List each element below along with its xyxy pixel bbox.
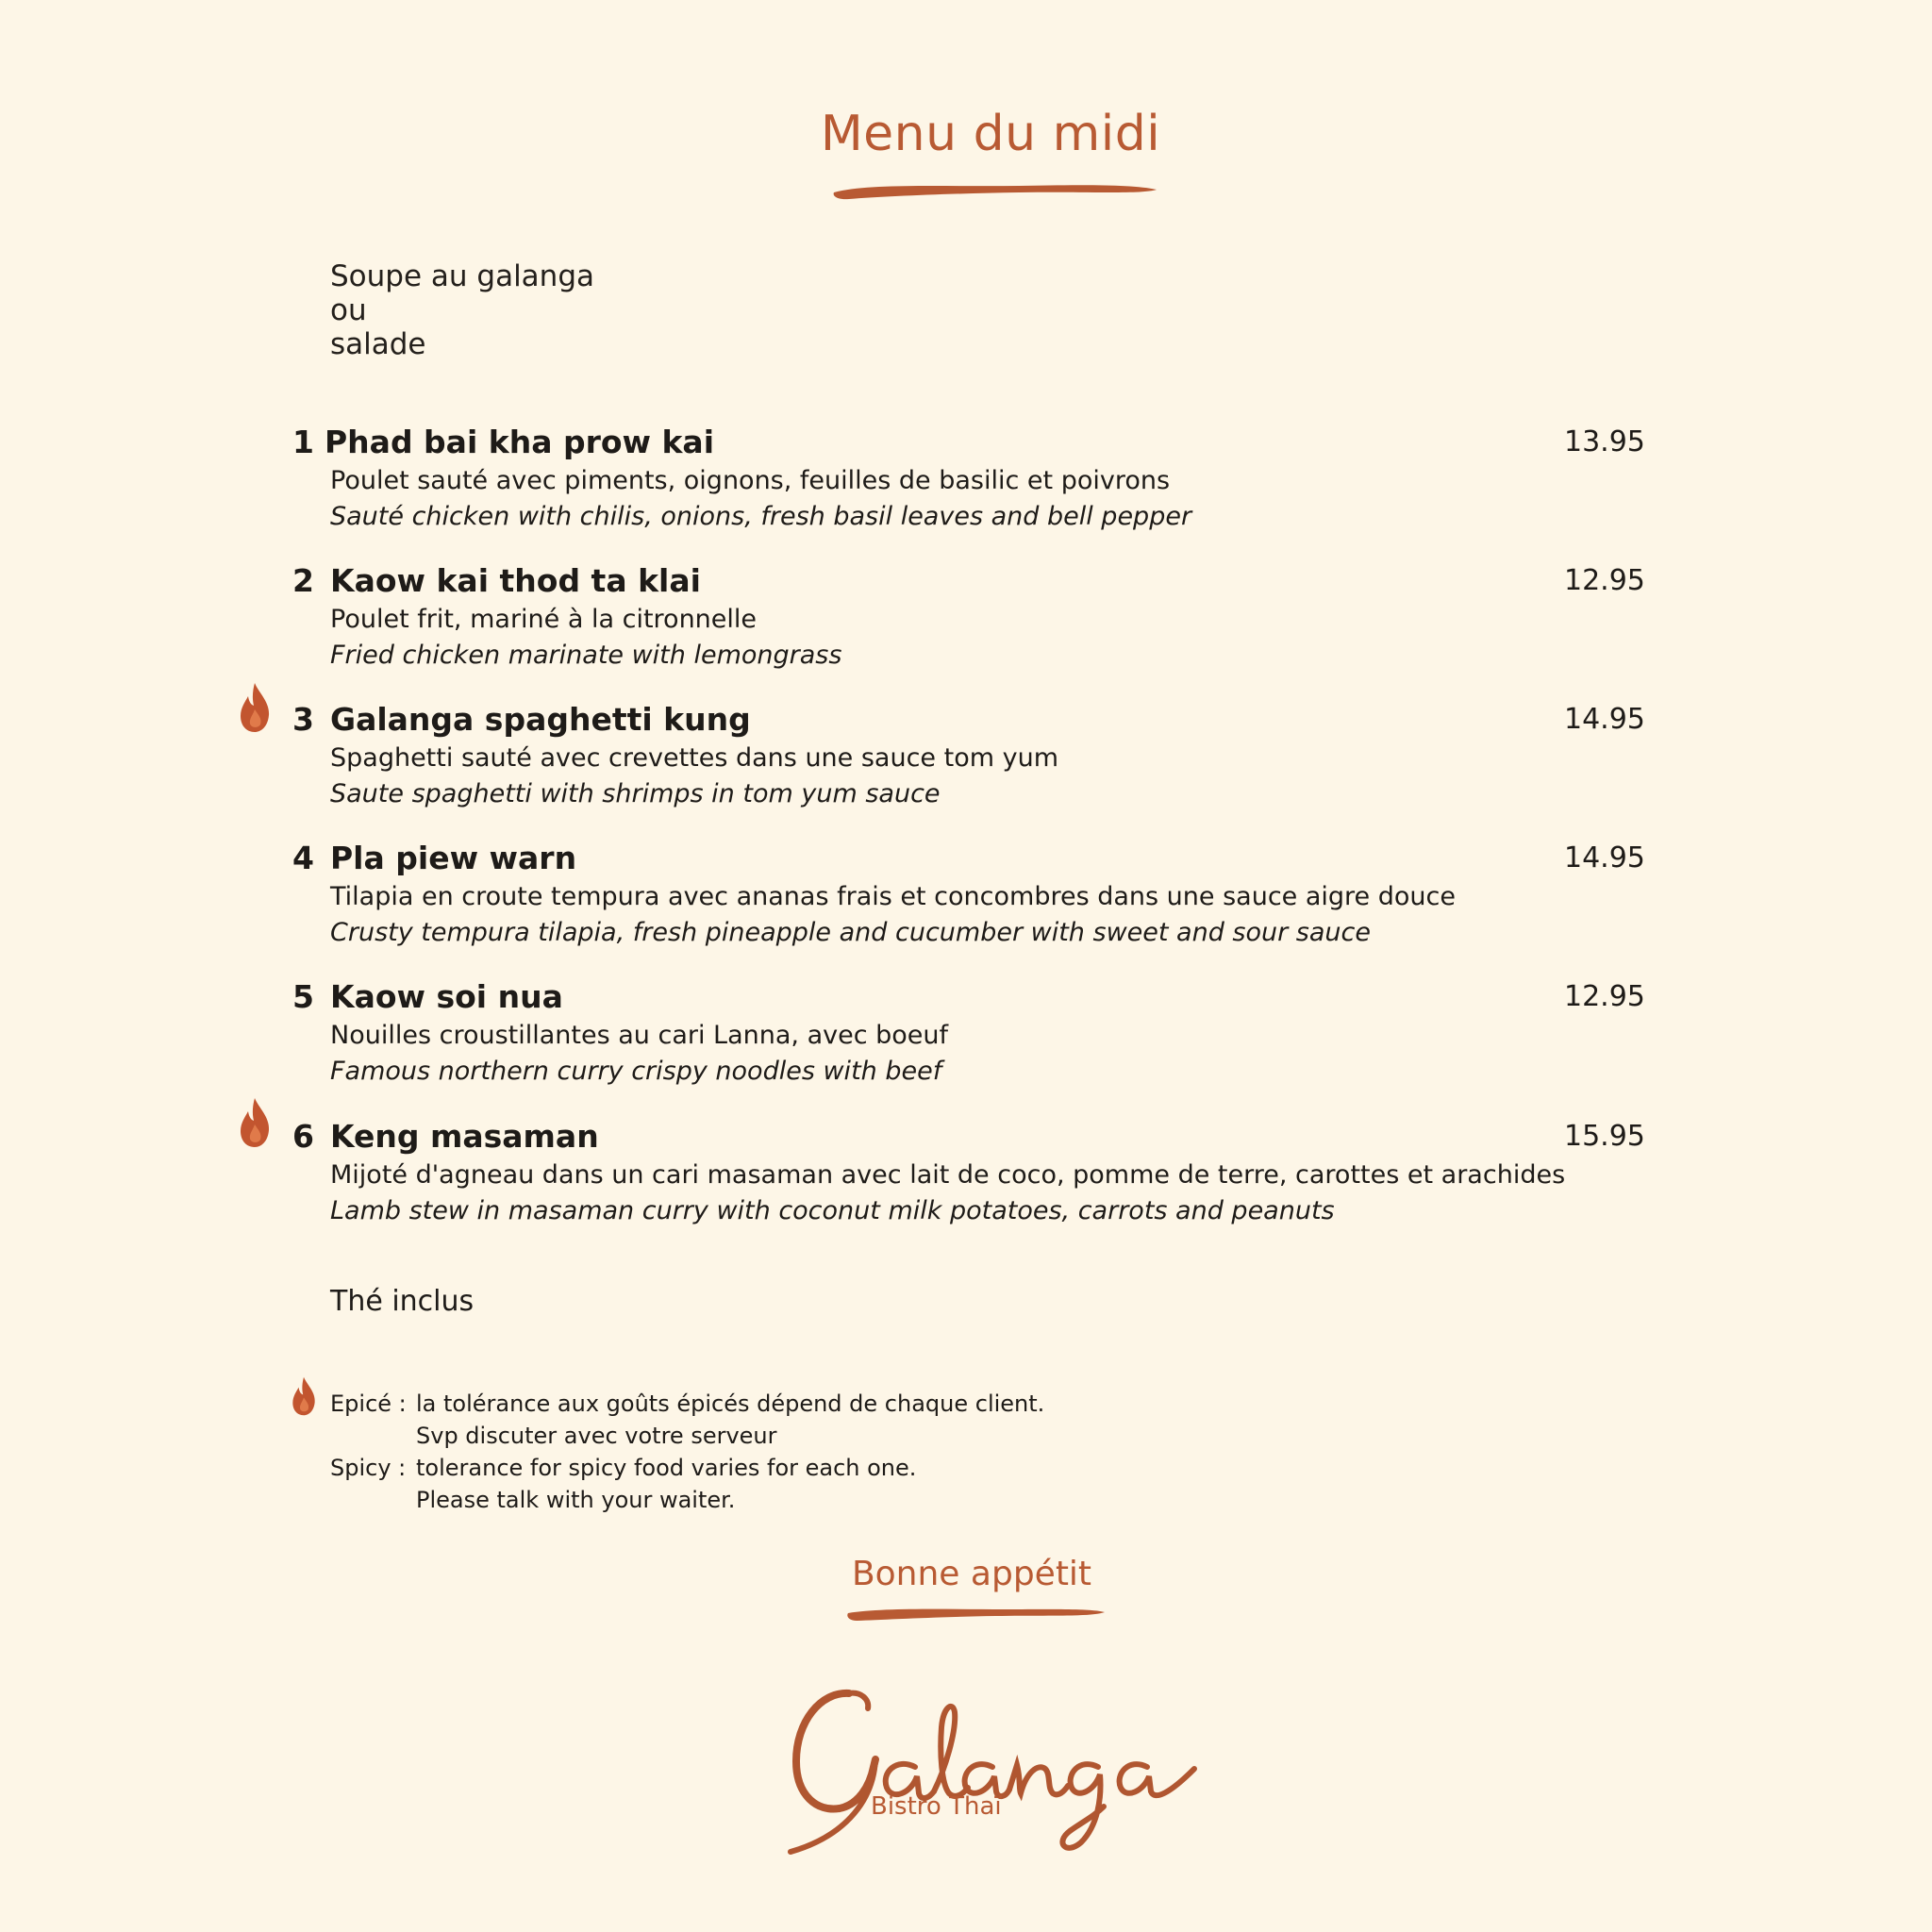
item-number: 6 (292, 1118, 314, 1155)
brand-tagline: Bistro Thaï (871, 1792, 1002, 1821)
item-price: 13.95 (1564, 425, 1645, 458)
item-price: 12.95 (1564, 980, 1645, 1013)
item-description-fr: Nouilles croustillantes au cari Lanna, avec boeuf (330, 1021, 949, 1050)
title-underline (830, 179, 1160, 204)
starter-salad: salade (330, 327, 426, 361)
item-price: 14.95 (1564, 841, 1645, 874)
tea-included: Thé inclus (330, 1285, 475, 1318)
flame-icon (291, 1375, 317, 1417)
flame-icon (238, 1096, 272, 1149)
item-name: Phad bai kha prow kai (325, 424, 715, 460)
item-description-en: Famous northern curry crispy noodles with beef (330, 1057, 942, 1086)
item-price: 14.95 (1564, 703, 1645, 736)
galanga-logo-script (783, 1674, 1198, 1863)
item-description-fr: Tilapia en croute tempura avec ananas frais et concombres dans une sauce aigre douce (330, 882, 1456, 911)
spicy-note-en-line1: tolerance for spicy food varies for each one. (416, 1455, 917, 1481)
item-description-en: Fried chicken marinate with lemongrass (330, 641, 842, 670)
item-name: Pla piew warn (330, 840, 577, 876)
starter-soup: Soupe au galanga (330, 259, 594, 293)
item-name: Kaow kai thod ta klai (330, 562, 701, 599)
closing-underline (844, 1604, 1108, 1624)
item-description-fr: Poulet sauté avec piments, oignons, feuilles de basilic et poivrons (330, 466, 1171, 495)
item-price: 12.95 (1564, 564, 1645, 597)
item-name: Galanga spaghetti kung (330, 701, 751, 738)
spicy-note-label-fr: Epicé : (330, 1391, 407, 1417)
item-description-fr: Poulet frit, mariné à la citronnelle (330, 605, 758, 634)
starter-options (330, 259, 594, 361)
item-description-fr: Spaghetti sauté avec crevettes dans une sauce tom yum (330, 743, 1059, 773)
item-description-en: Saute spaghetti with shrimps in tom yum sauce (330, 779, 941, 808)
starter-or: ou (330, 293, 367, 327)
item-name: Kaow soi nua (330, 978, 563, 1015)
item-number: 2 (292, 562, 314, 599)
spicy-note-fr-line2: Svp discuter avec votre serveur (416, 1423, 777, 1449)
item-price: 15.95 (1564, 1120, 1645, 1153)
item-description-fr: Mijoté d'agneau dans un cari masaman avec lait de coco, pomme de terre, carottes et arachides (330, 1160, 1566, 1190)
item-number: 1 (292, 424, 314, 460)
item-number: 5 (292, 978, 314, 1015)
brand-logo (783, 1674, 1198, 1867)
item-description-en: Sauté chicken with chilis, onions, fresh basil leaves and bell pepper (330, 502, 1192, 531)
flame-icon (238, 681, 272, 734)
item-description-en: Lamb stew in masaman curry with coconut milk potatoes, carrots and peanuts (330, 1196, 1335, 1225)
item-number: 3 (292, 701, 314, 738)
spicy-note-en-line2: Please talk with your waiter. (416, 1487, 736, 1513)
closing-text: Bonne appétit (851, 1555, 1092, 1593)
item-description-en: Crusty tempura tilapia, fresh pineapple and cucumber with sweet and sour sauce (330, 918, 1371, 947)
item-number: 4 (292, 840, 314, 876)
spicy-note-label-en: Spicy : (330, 1455, 407, 1481)
page-title: Menu du midi (820, 106, 1161, 162)
item-name: Keng masaman (330, 1118, 599, 1155)
spicy-note-fr-line1: la tolérance aux goûts épicés dépend de chaque client. (416, 1391, 1045, 1417)
